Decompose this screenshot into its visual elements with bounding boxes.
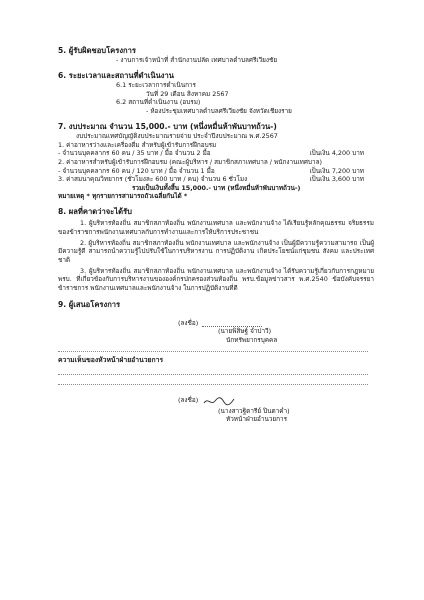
director-signature-block xyxy=(58,395,384,424)
responsible-unit: - งานการเจ้าหน้าที่ สำนักงานปลัด เทศบาลตำบลศรีเวียงชัย xyxy=(116,56,278,65)
proposer-sign-field xyxy=(202,319,262,327)
budget-note: หมายเหตุ * ทุกรายการสามารถถัวเฉลี่ยกันได้ * xyxy=(58,192,188,201)
handwritten-signature-icon xyxy=(202,395,236,407)
budget-source: งบประมาณเทศบัญญัติงบประมาณรายจ่าย ประจำปีงบประมาณ พ.ศ.2567 xyxy=(76,131,278,140)
expected-result-2: 2. ผู้บริหารท้องถิ่น สมาชิกสภาท้องถิ่น พนักงานเทศบาล และพนักงานจ้าง เป็นผู้มีความรู้ความสามารถ เป็นผู้มีความรู้ดี สามารถนำความรู้ไปปรับใช้ในการบริหารงาน การปฏิบัติงาน เกิดประโยชน์แก่ชุมชน สังคม และประเทศชาติ xyxy=(58,238,374,264)
cost-item-3-amount: เป็นเงิน 3,600 บาท xyxy=(309,175,364,184)
section-5-title: 5. ผู้รับผิดชอบโครงการ xyxy=(58,46,136,55)
section-8-title: 8. ผลที่คาดว่าจะได้รับ xyxy=(58,207,132,217)
divider xyxy=(58,351,368,352)
expected-result-3: 3. ผู้บริหารท้องถิ่น สมาชิกสภาท้องถิ่น พนักงานเทศบาล และพนักงานจ้าง ได้รับความรู้เกี่ยวกับการกฎหมาย พรบ. ที่เกี่ยวข้องกับการบริหารงานขององค์กรปกครองส่วนท้องถิ่น พรบ.ข้อมูลข่าวสาร พ.ศ.2540 ข้อบังคับจรรยาข้าราชการ พนักงานเทศบาลและพนักงานจ้าง ในการปฏิบัติงานที่ดี xyxy=(58,266,374,292)
proposer-name: (นายพิสิษฐ์ จำปาวี) xyxy=(218,327,272,336)
cost-item-1: 1. ค่าอาหารว่างและเครื่องดื่ม สำหรับผู้เข้ารับการฝึกอบรม xyxy=(58,140,217,149)
director-sign-line xyxy=(178,395,384,407)
opinion-fill-line-2 xyxy=(58,375,368,385)
expected-result-1: 1. ผู้บริหารท้องถิ่น สมาชิกสภาท้องถิ่น พนักงานเทศบาล และพนักงานจ้าง ได้เรียนรู้หลักคุณธรรม จริยธรรมของข้าราชการพนักงานเทศบาลกับการทำงานและการให้บริการประชาชน xyxy=(58,219,374,236)
venue-location: - ห้องประชุมเทศบาลตำบลศรีเวียงชัย จังหวัดเชียงราย xyxy=(146,107,292,116)
opinion-title: ความเห็นของหัวหน้าฝ่ายอำนวยการ xyxy=(58,355,164,364)
cost-item-2-detail xyxy=(58,167,384,176)
cost-item-3-desc: 3. ค่าสมนาคุณวิทยากร (ชั่วโมงละ 600 บาท / คน) จำนวน 6 ชั่วโมง xyxy=(58,175,248,184)
section-9-title: 9. ผู้เสนอโครงการ xyxy=(58,300,121,310)
director-sign-label: (ลงชื่อ) xyxy=(178,396,199,405)
duration-heading: 6.1 ระยะเวลาการดำเนินการ xyxy=(116,81,196,90)
opinion-fill-line-1 xyxy=(58,365,368,375)
proposer-sign-label: (ลงชื่อ) xyxy=(178,318,199,327)
cost-item-1-amount: เป็นเงิน 4,200 บาท xyxy=(309,149,364,158)
cost-item-1-desc: - จำนวนบุคคลากร 60 คน / 35 บาท / มื้อ จำนวน 2 มื้อ xyxy=(58,149,211,158)
director-name: (นางสาวฐิตารีย์ ปินตาคำ) xyxy=(218,406,290,415)
section-7-title: 7. งบประมาณ จำนวน 15,000.- บาท (หนึ่งหมื่นห้าพันบาทถ้วน-) xyxy=(58,121,277,131)
section-6-title: 6. ระยะเวลาและสถานที่ดำเนินงาน xyxy=(58,70,174,80)
venue-heading: 6.2 สถานที่ดำเนินงาน (อบรม) xyxy=(116,98,201,107)
director-position: หัวหน้าฝ่ายอำนวยการ xyxy=(226,415,288,424)
cost-item-1-detail xyxy=(58,149,384,158)
proposer-sign-line xyxy=(178,319,384,328)
cost-item-2-amount: เป็นเงิน 7,200 บาท xyxy=(309,166,364,175)
cost-item-3 xyxy=(58,175,384,184)
duration-date: วันที่ 29 เดือน สิงหาคม 2567 xyxy=(146,89,229,98)
cost-item-2: 2. ค่าอาหารสำหรับผู้เข้ารับการฝึกอบรม (คณะผู้บริหาร / สมาชิกสภาเทศบาล / พนักงานเทศบาล) xyxy=(58,157,322,166)
proposer-signature-block xyxy=(58,319,384,345)
budget-total: รวมเป็นเงินทั้งสิ้น 15,000.- บาท (หนึ่งหมื่นห้าพันบาทถ้วน-) xyxy=(132,183,301,192)
proposer-position: นักทรัพยากรบุคคล xyxy=(226,335,278,344)
cost-item-2-desc: - จำนวนบุคคลากร 60 คน / 120 บาท / มื้อ จำนวน 1 มื้อ xyxy=(58,166,215,175)
